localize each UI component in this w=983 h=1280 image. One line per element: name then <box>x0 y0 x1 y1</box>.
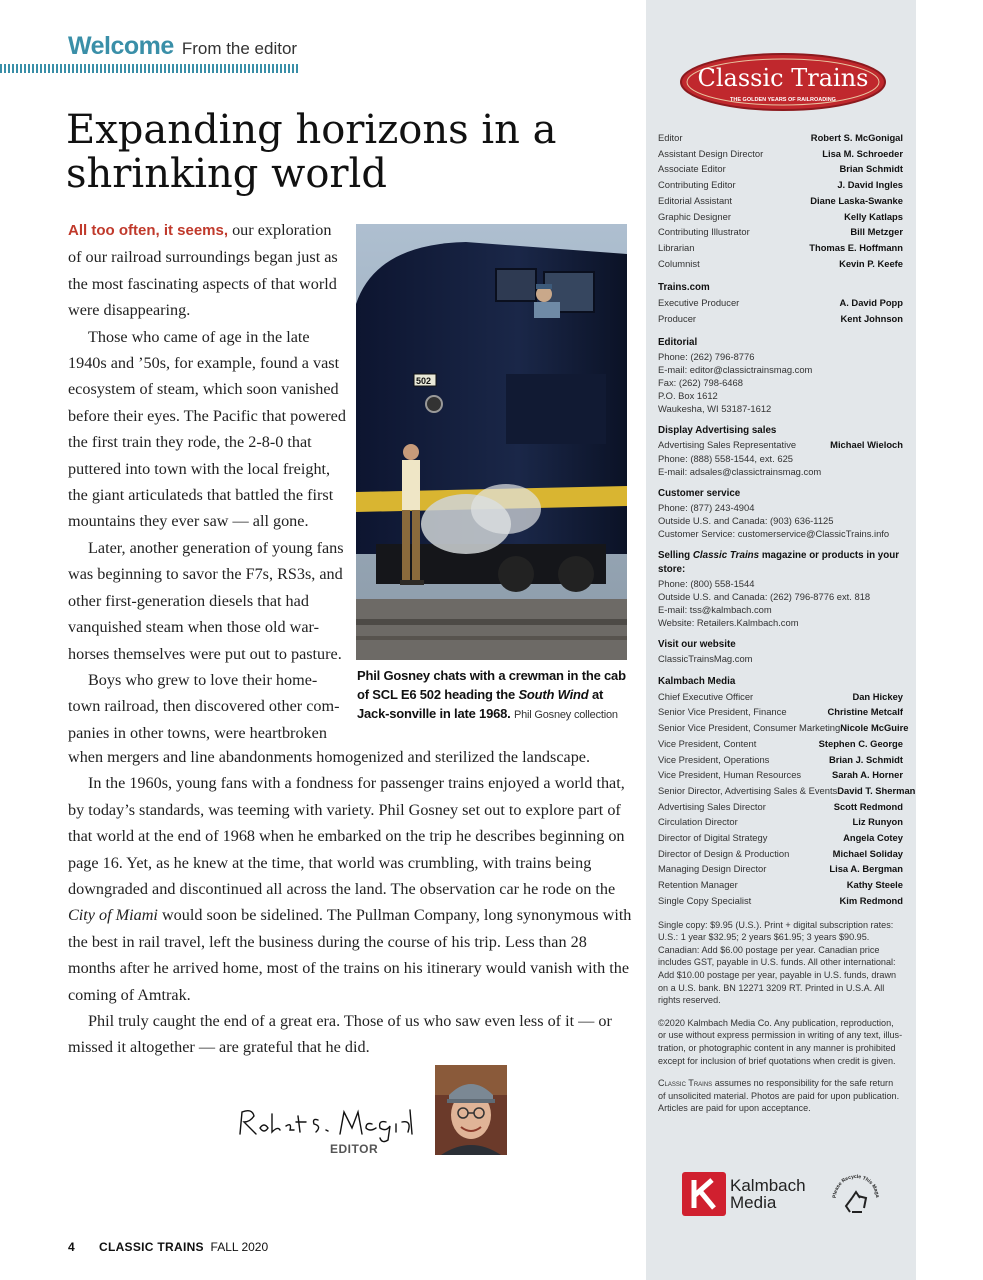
kalmbach-staff-role: Advertising Sales Director <box>658 800 766 812</box>
staff-row <box>658 240 903 256</box>
kalmbach-staff-role: Director of Design & Production <box>658 847 790 859</box>
kalmbach-staff-list <box>658 689 916 909</box>
staff-name: Kelly Katlaps <box>844 210 903 222</box>
editor-portrait <box>435 1065 507 1155</box>
staff-name: Brian Schmidt <box>839 163 903 175</box>
pricing-text: Single copy: $9.95 (U.S.). Print + digital subscription rates: U.S.: 1 year $32.95; 2 years $61.95; 3 years $90.95. Canadian: Add $6.00 postage per year. Canadian price includes GST, payable in U.S. funds. All other international: Add $10.00 postage per year, payable in U.S. funds, drawn on a U.S. bank. BN 12271 3209 RT. Printed in U.S.A. All rights reserved. <box>658 919 897 1006</box>
kalmbach-staff-name: Sarah A. Horner <box>831 769 903 781</box>
staff-row <box>658 256 903 272</box>
kalmbach-staff-name: David T. Sherman <box>837 784 916 796</box>
paragraph-1 <box>68 217 348 324</box>
selling-heading-b: magazine or products in your store: <box>658 549 900 575</box>
kalmbach-logo-line2: Media <box>730 1193 777 1212</box>
logo-tagline: THE GOLDEN YEARS OF RAILROADING <box>730 97 836 103</box>
caption-text-a: Phil Gosney chats with a crewman in the cab of SCL E6 502 heading the <box>357 668 626 702</box>
kalmbach-staff-role: Circulation Director <box>658 816 738 828</box>
kalmbach-staff-role: Senior Vice President, Finance <box>658 706 787 718</box>
editor-signature <box>236 1100 416 1153</box>
kalmbach-logo-text <box>730 1177 806 1211</box>
signature-graphic <box>236 1100 416 1148</box>
advertising-rep <box>658 438 903 452</box>
staff-row <box>658 130 903 146</box>
staff-role: Editor <box>658 132 683 143</box>
paragraph-5 <box>68 770 633 1008</box>
customer-service-heading: Customer service <box>658 487 741 499</box>
editorial-line: Phone: (262) 796-8776 <box>658 350 755 362</box>
footer-issue: FALL 2020 <box>210 1240 269 1254</box>
kalmbach-staff-row <box>658 689 903 705</box>
kalmbach-staff-row <box>658 861 903 877</box>
masthead-sidebar <box>646 0 916 1280</box>
advertising-contact <box>658 452 903 478</box>
editorial-heading: Editorial <box>658 336 698 348</box>
staff-row <box>658 224 903 240</box>
kalmbach-heading: Kalmbach Media <box>658 675 736 687</box>
kalmbach-staff-name: Lisa A. Bergman <box>829 863 903 875</box>
selling-line: Phone: (800) 558-1544 <box>658 577 755 589</box>
paragraph-5-italic: City of Miami <box>68 906 158 925</box>
kalmbach-staff-role: Vice President, Content <box>658 737 757 749</box>
kalmbach-staff-role: Managing Design Director <box>658 863 767 875</box>
kalmbach-staff-role: Single Copy Specialist <box>658 894 752 906</box>
paragraph-5-text-a: In the 1960s, young fans with a fondness for passenger trains enjoyed a world that, by today’s standards, was teeming with variety. Phil Gosney set out to explore part of that world at the end of 1968 when he embarked on the trip he describes beginning on page 16. Yet, as he knew at the time, that world was crumbling, with trains being downgraded and discontinued all across the land. The observation car he rode on the <box>68 774 625 899</box>
kalmbach-staff-row <box>658 783 916 799</box>
photo-caption <box>357 666 632 725</box>
article-column-wide <box>68 744 633 1061</box>
staff-row <box>658 193 903 209</box>
kalmbach-staff-role: Chief Executive Officer <box>658 690 754 702</box>
logo-text: Classic Trains <box>697 64 869 92</box>
kalmbach-staff-row <box>658 720 909 736</box>
footer-title <box>99 1240 268 1254</box>
paragraph-6: Phil truly caught the end of a great era. Those of us who saw even less of it — or missed it altogether — are grateful that he did. <box>68 1012 612 1057</box>
paragraph-4-start: Boys who grew to love their home-town railroad, then discovered other com-panies in other towns, were heartbroken <box>68 670 340 742</box>
kalmbach-staff-name: Dan Hickey <box>852 690 903 702</box>
kalmbach-staff-row <box>658 893 903 909</box>
kalmbach-staff-row <box>658 814 903 830</box>
customer-service-line: Customer Service: customerservice@ClassicTrains.info <box>658 527 890 539</box>
copyright-text: ©2020 Kalmbach Media Co. Any publication, reproduction, or use without express permission in writing of any text, illus-tration, or photographic content in any manner is prohibited except for inclusion of brief quotations when credit is given. <box>658 1017 903 1066</box>
paragraph-5-text-b: would soon be sidelined. The Pullman Company, long synonymous with the best in rail travel, left the business during the course of his trip. Less than 28 months after he arrived home, most of the trains on his itinerary would vanish with the coming of Amtrak. <box>68 906 632 1004</box>
staff-name: Bill Metzger <box>850 226 903 238</box>
trains-com-staff-role: Executive Producer <box>658 297 740 309</box>
kalmbach-staff-row <box>658 736 903 752</box>
article-column-narrow <box>68 217 348 746</box>
headline: Expanding horizons in a shrinking world <box>66 107 557 197</box>
staff-name: Diane Laska-Swanke <box>810 194 903 206</box>
staff-role: Assistant Design Director <box>658 147 764 159</box>
kalmbach-staff-row <box>658 830 903 846</box>
kalmbach-staff-name: Kathy Steele <box>846 879 903 891</box>
selling-line: Outside U.S. and Canada: (262) 796-8776 ext. 818 <box>658 590 871 602</box>
editorial-line: E-mail: editor@classictrainsmag.com <box>658 363 813 375</box>
kalmbach-staff-row <box>658 846 903 862</box>
advertising-name: Michael Wieloch <box>830 438 903 450</box>
photo-credit: Phil Gosney collection <box>514 709 618 721</box>
staff-row <box>658 177 903 193</box>
editorial-line: Waukesha, WI 53187-1612 <box>658 402 772 414</box>
advertising-role: Advertising Sales Representative <box>658 438 797 450</box>
staff-role: Associate Editor <box>658 163 726 175</box>
kalmbach-staff-row <box>658 767 903 783</box>
kalmbach-staff-role: Director of Digital Strategy <box>658 832 768 844</box>
kalmbach-staff-name: Kim Redmond <box>839 894 903 906</box>
staff-name: Lisa M. Schroeder <box>822 147 903 159</box>
masthead <box>658 130 916 1115</box>
caption-italic: South Wind <box>518 687 589 702</box>
page-footer <box>68 1240 268 1254</box>
kalmbach-staff-row <box>658 799 903 815</box>
trains-com-list <box>658 295 903 326</box>
paragraph-4-end: when mergers and line abandonments homogenized and sterilized the landscape. <box>68 748 591 766</box>
footer-publication: CLASSIC TRAINS <box>98 1240 204 1254</box>
staff-role: Graphic Designer <box>658 210 731 222</box>
paragraph-3: Later, another generation of young fans was beginning to savor the F7s, RS3s, and other first-generation diesels that had vanquished steam when those old war-horses themselves were put out to pasture. <box>68 538 344 663</box>
locomotive-illustration <box>356 224 627 660</box>
customer-service-line: Outside U.S. and Canada: (903) 636-1125 <box>658 514 834 526</box>
trains-com-heading: Trains.com <box>658 282 710 294</box>
advertising-line: Phone: (888) 558-1544, ext. 625 <box>658 452 793 464</box>
kalmbach-staff-role: Senior Vice President, Consumer Marketing <box>658 722 841 734</box>
kalmbach-staff-name: Stephen C. George <box>818 737 903 749</box>
lead-in: All too often, it seems, <box>68 222 229 239</box>
trains-com-staff-row <box>658 295 903 311</box>
selling-line: E-mail: tss@kalmbach.com <box>658 603 772 615</box>
staff-row <box>658 161 903 177</box>
kalmbach-staff-row <box>658 877 903 893</box>
editorial-contact <box>658 350 903 415</box>
kalmbach-staff-row <box>658 752 903 768</box>
selling-heading-italic: Classic Trains <box>692 549 760 561</box>
recycle-text: Please Recycle This Maga <box>831 1173 881 1199</box>
customer-service-contact <box>658 501 903 540</box>
staff-role: Librarian <box>658 241 695 253</box>
disclaimer-body: assumes no responsibility for the safe return of unsolicited material. Photos are paid for upon publication. Articles are paid for upon acceptance. <box>658 1078 900 1114</box>
staff-row <box>658 146 903 162</box>
website-heading: Visit our website <box>658 638 736 650</box>
kalmbach-staff-name: Liz Runyon <box>852 816 903 828</box>
kalmbach-staff-name: Christine Metcalf <box>827 706 903 718</box>
editor-portrait-image <box>435 1065 507 1155</box>
selling-contact <box>658 577 903 629</box>
decorative-tick-bar <box>0 64 300 73</box>
kalmbach-staff-name: Michael Soliday <box>832 847 903 859</box>
disclaimer-brand: Classic Trains <box>658 1078 713 1089</box>
trains-com-staff-role: Producer <box>658 313 697 325</box>
classic-trains-logo <box>678 52 888 112</box>
staff-list <box>658 130 903 271</box>
trains-com-staff-name: A. David Popp <box>839 297 903 309</box>
staff-role: Editorial Assistant <box>658 194 732 206</box>
staff-role: Contributing Editor <box>658 179 736 191</box>
staff-name: Robert S. McGonigal <box>810 132 903 143</box>
kalmbach-staff-name: Brian J. Schmidt <box>829 753 903 765</box>
advertising-heading: Display Advertising sales <box>658 424 777 436</box>
kalmbach-staff-role: Vice President, Operations <box>658 753 770 765</box>
section-kicker <box>68 32 297 61</box>
website-url[interactable]: ClassicTrainsMag.com <box>658 652 753 664</box>
kalmbach-media-logo <box>682 1172 806 1216</box>
kalmbach-staff-row <box>658 704 903 720</box>
kalmbach-staff-name: Scott Redmond <box>833 800 903 812</box>
editorial-line: P.O. Box 1612 <box>658 389 718 401</box>
advertising-line: E-mail: adsales@classictrainsmag.com <box>658 465 822 477</box>
subsection-name: From the editor <box>181 39 298 58</box>
selling-heading <box>658 549 903 577</box>
customer-service-line: Phone: (877) 243-4904 <box>658 501 755 513</box>
staff-name: J. David Ingles <box>837 179 903 191</box>
section-name: Welcome <box>68 32 174 60</box>
kalmbach-logo-line1: Kalmbach <box>730 1176 806 1195</box>
staff-role: Columnist <box>658 257 700 269</box>
disclaimer-text <box>658 1077 903 1115</box>
page-number: 4 <box>68 1240 75 1254</box>
staff-name: Thomas E. Hoffmann <box>809 241 903 253</box>
kalmbach-staff-role: Retention Manager <box>658 879 738 891</box>
locomotive-photo <box>356 224 627 660</box>
kalmbach-staff-role: Senior Director, Advertising Sales & Events <box>658 784 838 796</box>
kalmbach-staff-role: Vice President, Human Resources <box>658 769 802 781</box>
signature-title: EDITOR <box>330 1142 379 1156</box>
recycle-icon <box>828 1168 884 1224</box>
staff-name: Kevin P. Keefe <box>839 257 903 269</box>
kalmbach-staff-name: Angela Cotey <box>843 832 903 844</box>
kalmbach-staff-name: Nicole McGuire <box>840 722 909 734</box>
editorial-line: Fax: (262) 798-6468 <box>658 376 743 388</box>
selling-line: Website: Retailers.Kalmbach.com <box>658 616 799 628</box>
staff-role: Contributing Illustrator <box>658 226 750 238</box>
number-board-text: 502 <box>416 376 432 386</box>
kalmbach-k-icon <box>682 1172 726 1216</box>
staff-row <box>658 209 903 225</box>
trains-com-staff-name: Kent Johnson <box>840 313 903 325</box>
paragraph-1-text: our exploration of our railroad surroundings began just as the most fascinating aspects of that world were disappearing. <box>68 221 338 320</box>
trains-com-staff-row <box>658 311 903 327</box>
paragraph-2: Those who came of age in the late 1940s and ’50s, for example, found a vast ecosystem of steam, which soon vanished before their eyes. The Pacific that powered the first train they rode, the 2-8-0 that puttered into town with the local freight, the giant articulateds that battled the first mountains they ever saw — all gone. <box>68 327 346 531</box>
selling-heading-a: Selling <box>658 549 693 561</box>
caption-text-b: at Jack-sonville in late 1968. <box>357 687 604 721</box>
